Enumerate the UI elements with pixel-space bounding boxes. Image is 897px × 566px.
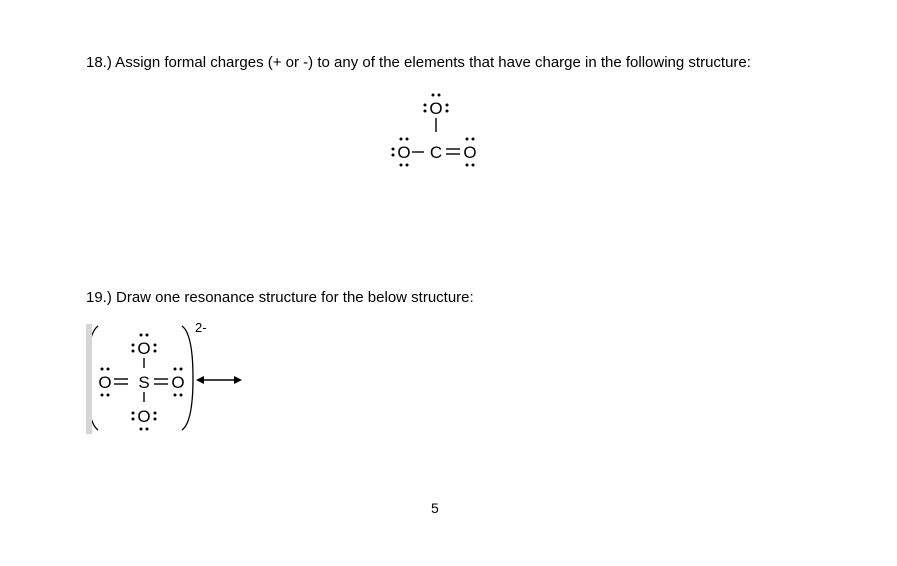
- carbonate-lewis-structure: [380, 88, 490, 178]
- double-bond-c-o-right: [446, 149, 460, 154]
- svg-text:O: O: [429, 99, 443, 118]
- double-bond-s-o-left: [114, 379, 128, 384]
- ion-charge: 2-: [195, 320, 207, 335]
- resonance-arrow-icon: [196, 376, 242, 384]
- sulfate-lewis-structure: [82, 318, 252, 440]
- carbon-atom: C: [429, 143, 443, 162]
- top-oxygen-atom: [424, 94, 449, 119]
- svg-text:O: O: [171, 373, 185, 392]
- sulfur-atom: S: [138, 373, 150, 392]
- bracket-shading: [86, 324, 92, 434]
- right-oxygen-atom: [171, 368, 184, 397]
- svg-text:O: O: [397, 143, 411, 162]
- double-bond-s-o-right: [154, 379, 168, 384]
- page-number: 5: [431, 500, 439, 516]
- svg-text:O: O: [137, 339, 151, 358]
- top-oxygen-atom: [132, 334, 157, 359]
- question-19-text: 19.) Draw one resonance structure for the below structure:: [86, 289, 474, 306]
- right-oxygen-atom: [463, 138, 476, 167]
- svg-text:O: O: [463, 143, 477, 162]
- left-oxygen-atom: [98, 368, 111, 397]
- question-18-text: 18.) Assign formal charges (+ or -) to any of the elements that have charge in the following structure:: [86, 54, 751, 71]
- svg-text:O: O: [137, 407, 151, 426]
- svg-text:O: O: [98, 373, 112, 392]
- bottom-oxygen-atom: [132, 407, 157, 431]
- left-oxygen-atom: [392, 138, 411, 167]
